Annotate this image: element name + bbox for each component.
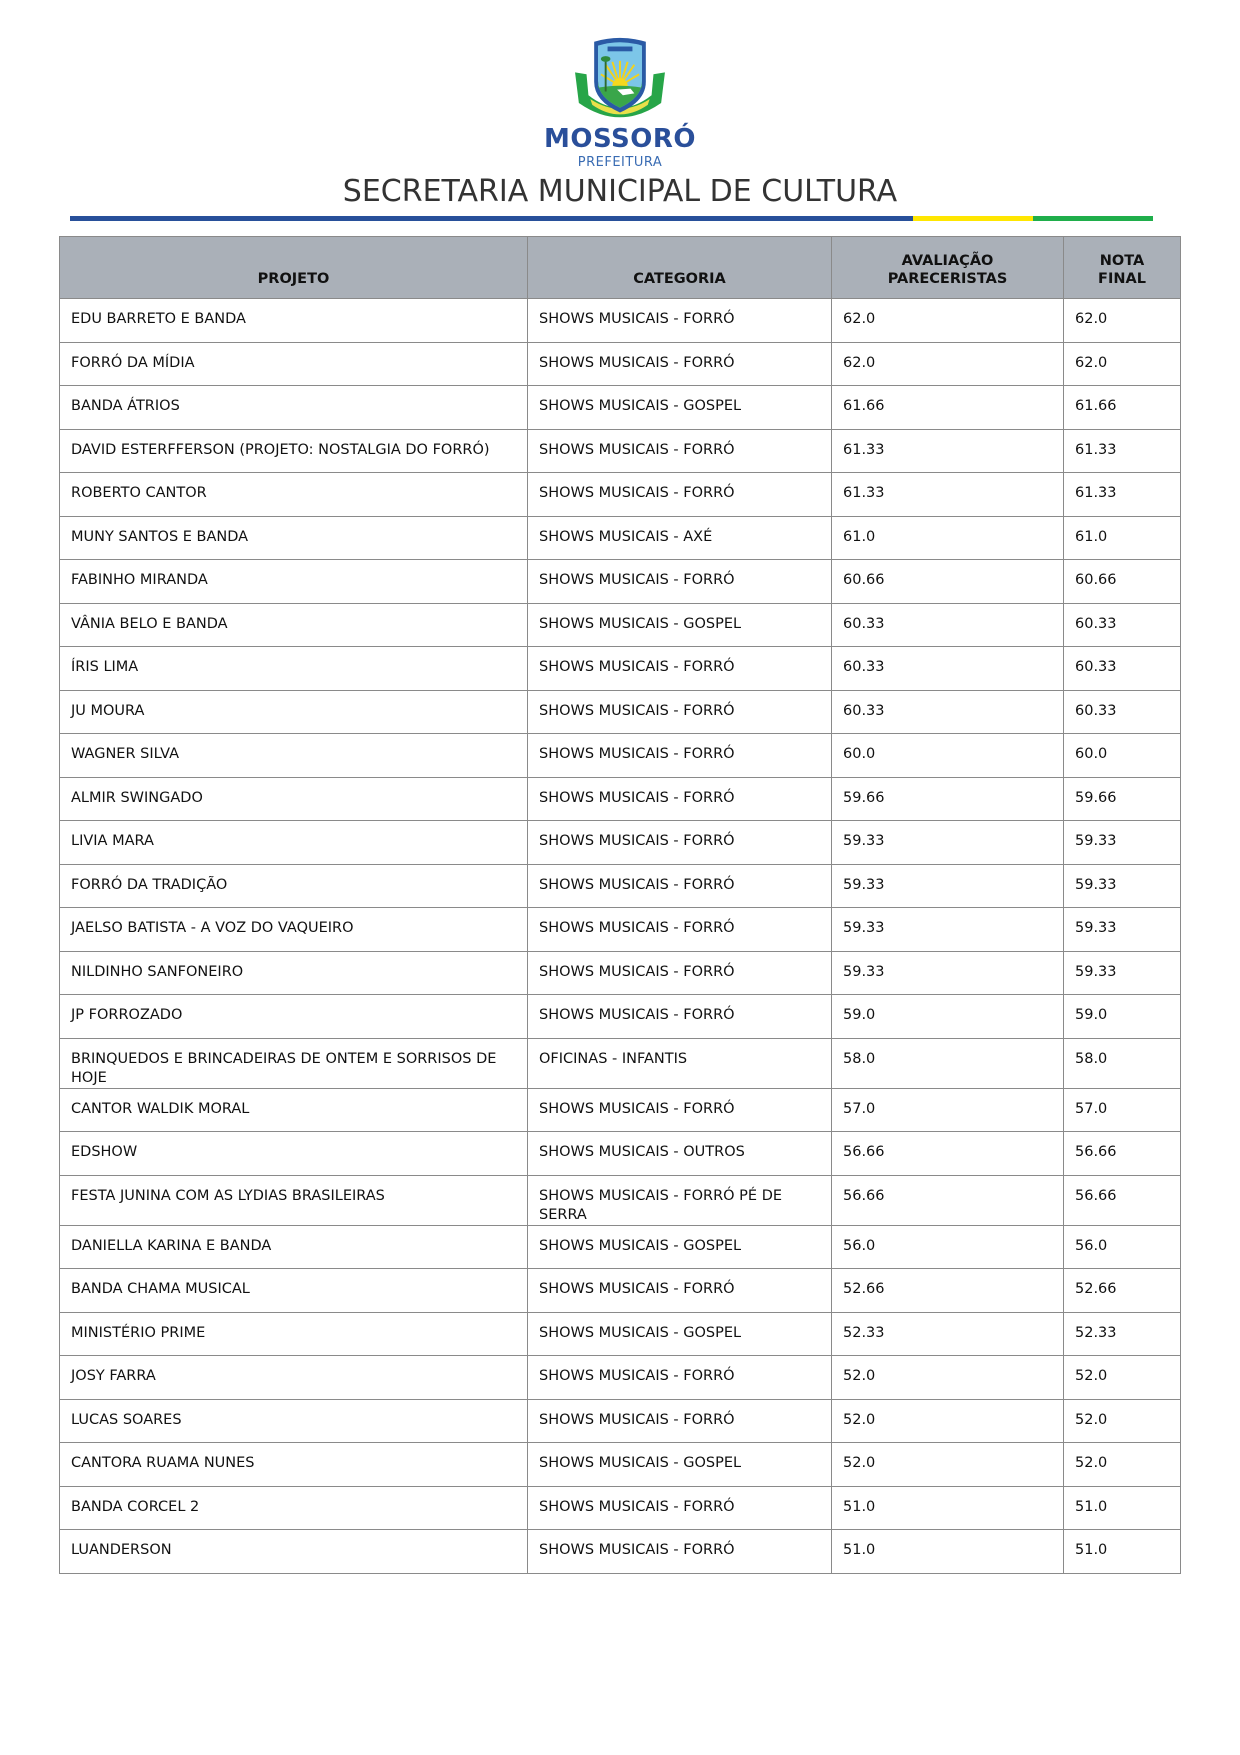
table-row (60, 690, 1181, 734)
table-row (60, 1530, 1181, 1574)
cell-categoria: SHOWS MUSICAIS - FORRÓ (528, 1486, 832, 1530)
cell-projeto: BRINQUEDOS E BRINCADEIRAS DE ONTEM E SORRISOS DE HOJE (60, 1038, 528, 1088)
cell-nota-final: 62.0 (1064, 342, 1181, 386)
cell-nota-final: 59.33 (1064, 821, 1181, 865)
cell-projeto: JP FORROZADO (60, 995, 528, 1039)
cell-categoria: SHOWS MUSICAIS - GOSPEL (528, 1312, 832, 1356)
cell-nota-final: 59.33 (1064, 864, 1181, 908)
cell-avaliacao: 61.66 (832, 386, 1064, 430)
cell-categoria: SHOWS MUSICAIS - FORRÓ (528, 1530, 832, 1574)
column-header-projeto: PROJETO (60, 237, 528, 299)
cell-categoria: SHOWS MUSICAIS - FORRÓ (528, 734, 832, 778)
cell-nota-final: 61.33 (1064, 473, 1181, 517)
cell-nota-final: 60.33 (1064, 603, 1181, 647)
cell-categoria: SHOWS MUSICAIS - FORRÓ (528, 299, 832, 343)
cell-nota-final: 60.66 (1064, 560, 1181, 604)
cell-projeto: DANIELLA KARINA E BANDA (60, 1225, 528, 1269)
cell-avaliacao: 60.33 (832, 690, 1064, 734)
document-header (0, 0, 1240, 236)
cell-projeto: BANDA CHAMA MUSICAL (60, 1269, 528, 1313)
cell-projeto: VÂNIA BELO E BANDA (60, 603, 528, 647)
cell-projeto: JAELSO BATISTA - A VOZ DO VAQUEIRO (60, 908, 528, 952)
cell-categoria: SHOWS MUSICAIS - FORRÓ (528, 951, 832, 995)
cell-avaliacao: 52.33 (832, 1312, 1064, 1356)
cell-projeto: JOSY FARRA (60, 1356, 528, 1400)
cell-nota-final: 56.66 (1064, 1175, 1181, 1225)
table-row (60, 1132, 1181, 1176)
column-header-avaliacao (832, 237, 1064, 299)
cell-projeto: EDU BARRETO E BANDA (60, 299, 528, 343)
table-row (60, 1399, 1181, 1443)
cell-nota-final: 60.33 (1064, 690, 1181, 734)
cell-nota-final: 51.0 (1064, 1486, 1181, 1530)
cell-categoria: SHOWS MUSICAIS - FORRÓ (528, 1356, 832, 1400)
cell-avaliacao: 61.33 (832, 473, 1064, 517)
cell-projeto: DAVID ESTERFFERSON (PROJETO: NOSTALGIA DO FORRÓ) (60, 429, 528, 473)
cell-projeto: MINISTÉRIO PRIME (60, 1312, 528, 1356)
cell-projeto: BANDA CORCEL 2 (60, 1486, 528, 1530)
cell-categoria: SHOWS MUSICAIS - FORRÓ PÉ DE SERRA (528, 1175, 832, 1225)
table-row (60, 473, 1181, 517)
cell-avaliacao: 52.0 (832, 1356, 1064, 1400)
cell-nota-final: 58.0 (1064, 1038, 1181, 1088)
brand-name: MOSSORÓ (544, 124, 696, 154)
department-title: SECRETARIA MUNICIPAL DE CULTURA (342, 174, 898, 209)
cell-avaliacao: 59.0 (832, 995, 1064, 1039)
cell-avaliacao: 60.66 (832, 560, 1064, 604)
cell-nota-final: 61.33 (1064, 429, 1181, 473)
table-row (60, 734, 1181, 778)
cell-avaliacao: 51.0 (832, 1530, 1064, 1574)
results-table (59, 236, 1181, 1574)
table-row (60, 908, 1181, 952)
divider-yellow (913, 216, 1033, 221)
table-row (60, 1088, 1181, 1132)
table-row (60, 951, 1181, 995)
cell-categoria: SHOWS MUSICAIS - GOSPEL (528, 603, 832, 647)
cell-nota-final: 52.0 (1064, 1399, 1181, 1443)
cell-projeto: ALMIR SWINGADO (60, 777, 528, 821)
cell-avaliacao: 58.0 (832, 1038, 1064, 1088)
cell-projeto: CANTORA RUAMA NUNES (60, 1443, 528, 1487)
divider-green (1033, 216, 1153, 221)
mossoro-coat-of-arms-icon (565, 36, 675, 124)
table-body (60, 299, 1181, 1574)
cell-avaliacao: 62.0 (832, 299, 1064, 343)
cell-avaliacao: 52.0 (832, 1399, 1064, 1443)
table-row (60, 647, 1181, 691)
cell-avaliacao: 56.66 (832, 1132, 1064, 1176)
column-header-nota-line2: FINAL (1098, 271, 1146, 287)
column-header-avaliacao-line2: PARECERISTAS (887, 271, 1008, 287)
cell-projeto: JU MOURA (60, 690, 528, 734)
cell-categoria: SHOWS MUSICAIS - FORRÓ (528, 342, 832, 386)
table-row (60, 560, 1181, 604)
column-header-nota-line1: NOTA (1099, 253, 1145, 269)
cell-projeto: FORRÓ DA MÍDIA (60, 342, 528, 386)
table-row (60, 386, 1181, 430)
cell-categoria: SHOWS MUSICAIS - FORRÓ (528, 473, 832, 517)
table-row (60, 603, 1181, 647)
cell-projeto: EDSHOW (60, 1132, 528, 1176)
table-row (60, 1443, 1181, 1487)
cell-categoria: SHOWS MUSICAIS - FORRÓ (528, 1088, 832, 1132)
cell-avaliacao: 59.33 (832, 821, 1064, 865)
cell-categoria: SHOWS MUSICAIS - FORRÓ (528, 864, 832, 908)
cell-nota-final: 59.33 (1064, 951, 1181, 995)
cell-categoria: SHOWS MUSICAIS - FORRÓ (528, 560, 832, 604)
cell-nota-final: 59.66 (1064, 777, 1181, 821)
cell-projeto: LUANDERSON (60, 1530, 528, 1574)
cell-categoria: SHOWS MUSICAIS - OUTROS (528, 1132, 832, 1176)
cell-avaliacao: 62.0 (832, 342, 1064, 386)
cell-categoria: SHOWS MUSICAIS - FORRÓ (528, 647, 832, 691)
cell-categoria: SHOWS MUSICAIS - GOSPEL (528, 1225, 832, 1269)
cell-nota-final: 51.0 (1064, 1530, 1181, 1574)
table-row (60, 1038, 1181, 1088)
cell-categoria: SHOWS MUSICAIS - GOSPEL (528, 1443, 832, 1487)
cell-nota-final: 61.0 (1064, 516, 1181, 560)
cell-avaliacao: 60.33 (832, 603, 1064, 647)
cell-avaliacao: 52.66 (832, 1269, 1064, 1313)
table-row (60, 299, 1181, 343)
table-row (60, 864, 1181, 908)
cell-categoria: SHOWS MUSICAIS - FORRÓ (528, 995, 832, 1039)
cell-projeto: NILDINHO SANFONEIRO (60, 951, 528, 995)
table-row (60, 1269, 1181, 1313)
cell-projeto: FABINHO MIRANDA (60, 560, 528, 604)
cell-projeto: ROBERTO CANTOR (60, 473, 528, 517)
cell-projeto: ÍRIS LIMA (60, 647, 528, 691)
cell-nota-final: 59.33 (1064, 908, 1181, 952)
cell-projeto: LIVIA MARA (60, 821, 528, 865)
cell-avaliacao: 59.33 (832, 864, 1064, 908)
cell-avaliacao: 56.66 (832, 1175, 1064, 1225)
cell-nota-final: 56.66 (1064, 1132, 1181, 1176)
cell-nota-final: 61.66 (1064, 386, 1181, 430)
cell-avaliacao: 52.0 (832, 1443, 1064, 1487)
cell-projeto: BANDA ÁTRIOS (60, 386, 528, 430)
table-row (60, 821, 1181, 865)
table-row (60, 777, 1181, 821)
cell-projeto: WAGNER SILVA (60, 734, 528, 778)
table-row (60, 1312, 1181, 1356)
cell-projeto: LUCAS SOARES (60, 1399, 528, 1443)
cell-projeto: CANTOR WALDIK MORAL (60, 1088, 528, 1132)
cell-nota-final: 62.0 (1064, 299, 1181, 343)
cell-avaliacao: 56.0 (832, 1225, 1064, 1269)
cell-nota-final: 52.66 (1064, 1269, 1181, 1313)
cell-avaliacao: 59.33 (832, 951, 1064, 995)
cell-avaliacao: 61.0 (832, 516, 1064, 560)
column-header-avaliacao-line1: AVALIAÇÃO (901, 253, 994, 269)
cell-nota-final: 59.0 (1064, 995, 1181, 1039)
cell-nota-final: 52.0 (1064, 1443, 1181, 1487)
cell-projeto: FORRÓ DA TRADIÇÃO (60, 864, 528, 908)
cell-categoria: SHOWS MUSICAIS - FORRÓ (528, 777, 832, 821)
cell-nota-final: 57.0 (1064, 1088, 1181, 1132)
cell-categoria: SHOWS MUSICAIS - FORRÓ (528, 429, 832, 473)
table-row (60, 1175, 1181, 1225)
table-row (60, 429, 1181, 473)
table-row (60, 1486, 1181, 1530)
table-row (60, 1356, 1181, 1400)
column-header-categoria: CATEGORIA (528, 237, 832, 299)
cell-nota-final: 56.0 (1064, 1225, 1181, 1269)
table-header-row (60, 237, 1181, 299)
cell-categoria: SHOWS MUSICAIS - AXÉ (528, 516, 832, 560)
brand-subtitle: PREFEITURA (577, 155, 663, 170)
table-row (60, 1225, 1181, 1269)
cell-avaliacao: 57.0 (832, 1088, 1064, 1132)
cell-categoria: SHOWS MUSICAIS - GOSPEL (528, 386, 832, 430)
cell-avaliacao: 61.33 (832, 429, 1064, 473)
divider-blue (70, 216, 913, 221)
cell-categoria: SHOWS MUSICAIS - FORRÓ (528, 1399, 832, 1443)
cell-projeto: FESTA JUNINA COM AS LYDIAS BRASILEIRAS (60, 1175, 528, 1225)
table-row (60, 995, 1181, 1039)
cell-nota-final: 60.33 (1064, 647, 1181, 691)
cell-avaliacao: 51.0 (832, 1486, 1064, 1530)
cell-avaliacao: 60.33 (832, 647, 1064, 691)
cell-categoria: SHOWS MUSICAIS - FORRÓ (528, 821, 832, 865)
cell-categoria: SHOWS MUSICAIS - FORRÓ (528, 1269, 832, 1313)
table-row (60, 342, 1181, 386)
table-row (60, 516, 1181, 560)
cell-nota-final: 52.0 (1064, 1356, 1181, 1400)
cell-avaliacao: 59.66 (832, 777, 1064, 821)
cell-categoria: SHOWS MUSICAIS - FORRÓ (528, 690, 832, 734)
cell-avaliacao: 60.0 (832, 734, 1064, 778)
cell-avaliacao: 59.33 (832, 908, 1064, 952)
cell-categoria: OFICINAS - INFANTIS (528, 1038, 832, 1088)
column-header-nota-final (1064, 237, 1181, 299)
cell-nota-final: 60.0 (1064, 734, 1181, 778)
cell-projeto: MUNY SANTOS E BANDA (60, 516, 528, 560)
cell-nota-final: 52.33 (1064, 1312, 1181, 1356)
cell-categoria: SHOWS MUSICAIS - FORRÓ (528, 908, 832, 952)
